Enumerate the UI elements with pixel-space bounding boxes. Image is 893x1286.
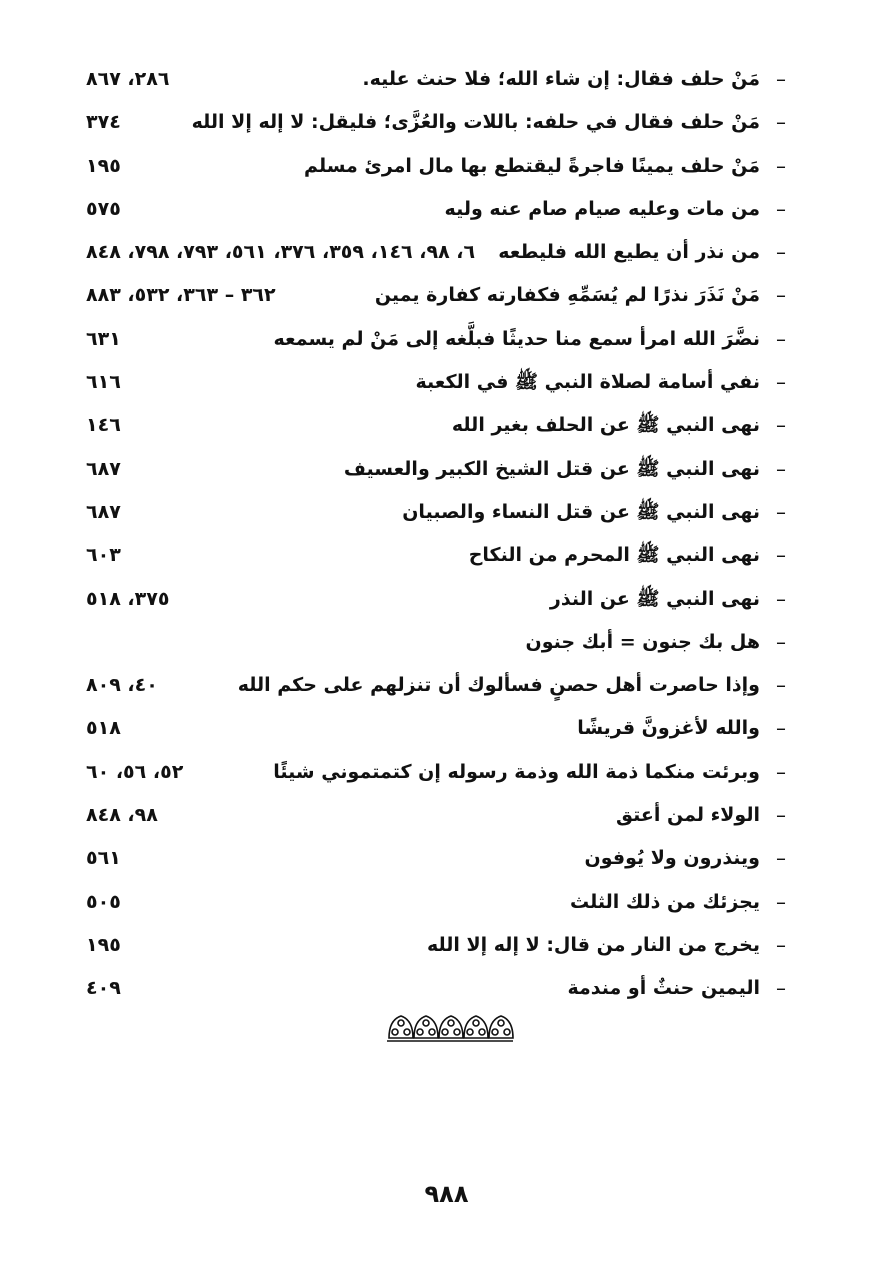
index-entry	[86, 967, 786, 1010]
entry-dash: –	[776, 456, 786, 481]
index-entry	[86, 924, 786, 967]
entry-dash: –	[776, 283, 786, 308]
entry-text: هل بك جنون = أبك جنون	[525, 630, 760, 653]
entry-page-refs: ٤٠٩	[86, 977, 121, 1000]
entry-page-refs: ٦٨٧	[86, 500, 121, 523]
entry-page-refs: ٣٦٢ – ٣٦٣، ٥٣٢، ٨٨٣	[86, 284, 276, 307]
ornament-flower-icon	[489, 1016, 513, 1038]
entry-text: والله لأغزونَّ قريشًا	[577, 717, 760, 740]
index-entry	[86, 404, 786, 447]
index-entry	[86, 794, 786, 837]
index-entry	[86, 145, 786, 188]
index-entry	[86, 58, 786, 101]
entry-page-refs: ١٤٦	[86, 414, 121, 437]
entry-dash: –	[776, 803, 786, 828]
entry-dash: –	[776, 716, 786, 741]
entry-page-refs: ٥٧٥	[86, 197, 121, 220]
index-entry	[86, 274, 786, 317]
ornament-flower-icon	[389, 1016, 413, 1038]
entry-dash: –	[776, 846, 786, 871]
entry-text: نهى النبي ﷺ عن النذر	[549, 587, 760, 610]
ornament-flower-icon	[414, 1016, 438, 1038]
index-entry	[86, 751, 786, 794]
entry-page-refs: ٦٠٣	[86, 544, 121, 567]
index-entry	[86, 534, 786, 577]
entry-dash: –	[776, 759, 786, 784]
entry-page-refs: ٦، ٩٨، ١٤٦، ٣٥٩، ٣٧٦، ٥٦١، ٧٩٣، ٧٩٨، ٨٤٨	[86, 241, 476, 264]
entry-text: اليمين حنثٌ أو مندمة	[567, 977, 760, 1000]
entry-text: نضَّرَ الله امرأ سمع منا حديثًا فبلَّغه إلى مَنْ لم يسمعه	[273, 327, 760, 350]
entry-page-refs: ٣٧٥، ٥١٨	[86, 587, 170, 610]
entry-dash: –	[776, 543, 786, 568]
entry-text: نفي أسامة لصلاة النبي ﷺ في الكعبة	[415, 371, 760, 394]
ornament-flower-icon	[439, 1016, 463, 1038]
index-entry	[86, 578, 786, 621]
index-entry	[86, 231, 786, 274]
entry-dash: –	[776, 110, 786, 135]
entry-page-refs: ٦١٦	[86, 371, 121, 394]
entry-page-refs: ٥١٨	[86, 717, 121, 740]
entry-dash: –	[776, 240, 786, 265]
entry-dash: –	[776, 326, 786, 351]
entry-text: يخرج من النار من قال: لا إله إلا الله	[426, 933, 760, 956]
entry-page-refs: ٣٧٤	[86, 111, 121, 134]
index-entry	[86, 881, 786, 924]
index-entry	[86, 621, 786, 664]
entry-page-refs: ٦٨٧	[86, 457, 121, 480]
entry-text: وبرئت منكما ذمة الله وذمة رسوله إن كتمتموني شيئًا	[273, 760, 760, 783]
entry-text: مَنْ حلف فقال: إن شاء الله؛ فلا حنث عليه.	[362, 68, 760, 90]
entry-dash: –	[776, 67, 786, 91]
index-entry	[86, 361, 786, 404]
entry-page-refs: ٦٣١	[86, 327, 121, 350]
entry-text: مَنْ حلف فقال في حلفه: باللات والعُزَّى؛ فليقل: لا إله إلا الله	[191, 111, 760, 134]
entry-text: من نذر أن يطيع الله فليطعه	[498, 241, 760, 264]
entry-text: الولاء لمن أعتق	[616, 804, 760, 827]
index-entry	[86, 707, 786, 750]
index-entry	[86, 318, 786, 361]
entry-text: وينذرون ولا يُوفون	[584, 847, 760, 870]
entry-dash: –	[776, 413, 786, 438]
entry-page-refs: ١٩٥	[86, 933, 121, 956]
entry-text: نهى النبي ﷺ عن قتل الشيخ الكبير والعسيف	[343, 457, 760, 480]
index-entry	[86, 491, 786, 534]
hadith-index-list	[86, 58, 786, 1011]
entry-page-refs: ٢٨٦، ٨٦٧	[86, 68, 170, 90]
entry-page-refs: ٥٢، ٥٦، ٦٠	[86, 760, 184, 783]
entry-text: مَنْ نَذَرَ نذرًا لم يُسَمِّهِ فكفارته كفارة يمين	[374, 284, 760, 307]
index-entry	[86, 837, 786, 880]
entry-dash: –	[776, 976, 786, 1001]
entry-dash: –	[776, 153, 786, 178]
entry-dash: –	[776, 932, 786, 957]
entry-page-refs: ٤٠، ٨٠٩	[86, 674, 158, 697]
index-entry	[86, 664, 786, 707]
entry-text: نهى النبي ﷺ عن قتل النساء والصبيان	[402, 500, 760, 523]
entry-page-refs: ٩٨، ٨٤٨	[86, 804, 158, 827]
entry-text: نهى النبي ﷺ المحرم من النكاح	[468, 544, 760, 567]
entry-dash: –	[776, 196, 786, 221]
entry-page-refs: ١٩٥	[86, 154, 121, 177]
entry-text: وإذا حاصرت أهل حصنٍ فسألوك أن تنزلهم على حكم الله	[237, 674, 760, 697]
entry-text: مَنْ حلف يمينًا فاجرةً ليقتطع بها مال امرئ مسلم	[304, 154, 760, 177]
index-entry	[86, 448, 786, 491]
entry-page-refs: ٥٠٥	[86, 890, 121, 913]
index-entry	[86, 101, 786, 144]
entry-dash: –	[776, 370, 786, 395]
entry-dash: –	[776, 586, 786, 611]
entry-page-refs: ٥٦١	[86, 847, 121, 870]
page-number: ٩٨٨	[424, 1180, 469, 1208]
entry-dash: –	[776, 499, 786, 524]
floral-ornament-icon	[385, 1010, 515, 1044]
entry-text: يجزئك من ذلك الثلث	[569, 890, 760, 913]
index-entry	[86, 188, 786, 231]
entry-dash: –	[776, 673, 786, 698]
entry-dash: –	[776, 629, 786, 654]
entry-text: نهى النبي ﷺ عن الحلف بغير الله	[451, 414, 760, 437]
entry-text: من مات وعليه صيام صام عنه وليه	[444, 197, 760, 220]
entry-dash: –	[776, 889, 786, 914]
ornament-flower-icon	[464, 1016, 488, 1038]
